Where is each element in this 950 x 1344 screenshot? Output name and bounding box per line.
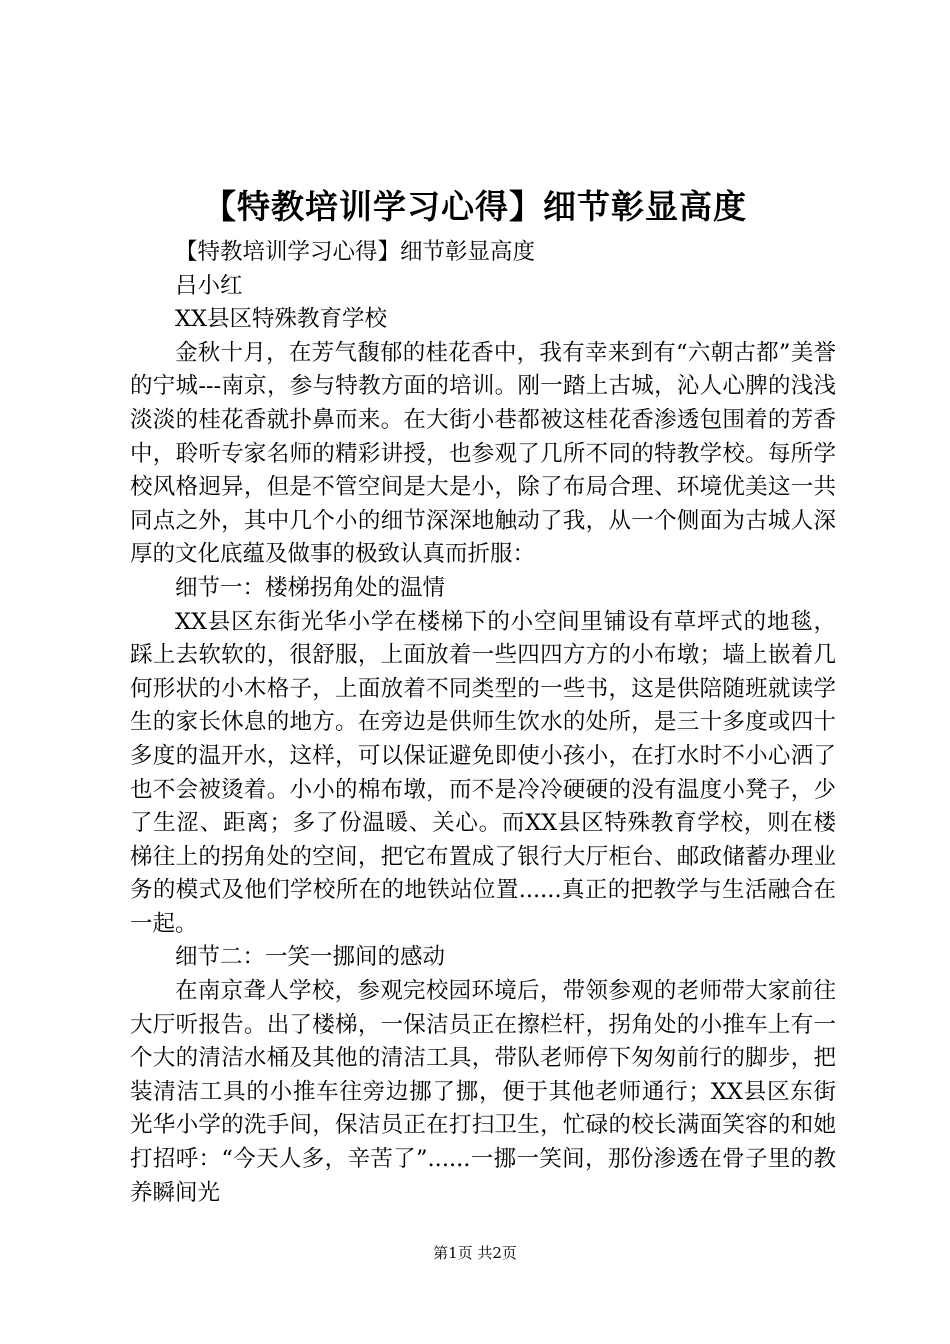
document-title: 【特教培训学习心得】细节彰显高度 xyxy=(203,187,747,226)
section-heading-2: 细节二：一笑一挪间的感动 xyxy=(175,944,446,971)
section-paragraph-2: 在南京聋人学校，参观完校园环境后，带领参观的老师带大家前往大厅听报告。出了楼梯，一保洁员正在擦栏杆，拐角处的小推车上有一个大的清洁水桶及其他的清洁工具，带队老师停下匆匆前行的脚步，把装清洁工具的小推车往旁边挪了挪，便于其他老师通行；XX县区东街光华小学的洗手间，保洁员正在打扫卫生，忙碌的校长满面笑容的和她打招呼：“今天人多，辛苦了”......一挪一笑间，那份渗透在骨子里的教养瞬间光 xyxy=(130,978,836,1206)
section-paragraph-1: XX县区东街光华小学在楼梯下的小空间里铺设有草坪式的地毯，踩上去软软的，很舒服，上面放着一些四四方方的小布墩；墙上嵌着几何形状的小木格子，上面放着不同类型的一些书，这是供陪随班就读学生的家长休息的地方。在旁边是供师生饮水的处所，是三十多度或四十多度的温开水，这样，可以保证避免即使小孩小，在打水时不小心洒了也不会被烫着。小小的棉布墩，而不是冷冷硬硬的没有温度小凳子，少了生涩、距离；多了份温暖、关心。而XX县区特殊教育学校，则在楼梯往上的拐角处的空间，把它布置成了银行大厅柜台、邮政储蓄办理业务的模式及他们学校所在的地铁站位置......真正的把教学与生活融合在一起。 xyxy=(130,608,836,937)
author-line: 吕小红 xyxy=(175,272,243,299)
document-body xyxy=(130,236,836,1210)
page-number-footer: 第1页 共2页 xyxy=(433,1244,517,1262)
intro-paragraph: 金秋十月，在芳气馥郁的桂花香中，我有幸来到有“六朝古都”美誉的宁城---南京，参与特教方面的培训。刚一踏上古城，沁人心脾的浅浅淡淡的桂花香就扑鼻而来。在大街小巷都被这桂花香渗透包围着的芳香中，聆听专家名师的精彩讲授，也参观了几所不同的特教学校。每所学校风格迥异，但是不管空间是大是小，除了布局合理、环境优美这一共同点之外，其中几个小的细节深深地触动了我，从一个侧面为古城人深厚的文化底蕴及做事的极致认真而折服： xyxy=(130,339,836,568)
section-heading-1: 细节一：楼梯拐角处的温情 xyxy=(175,574,446,601)
subtitle-line: 【特教培训学习心得】细节彰显高度 xyxy=(175,239,536,265)
school-line: XX县区特殊教育学校 xyxy=(175,306,388,333)
